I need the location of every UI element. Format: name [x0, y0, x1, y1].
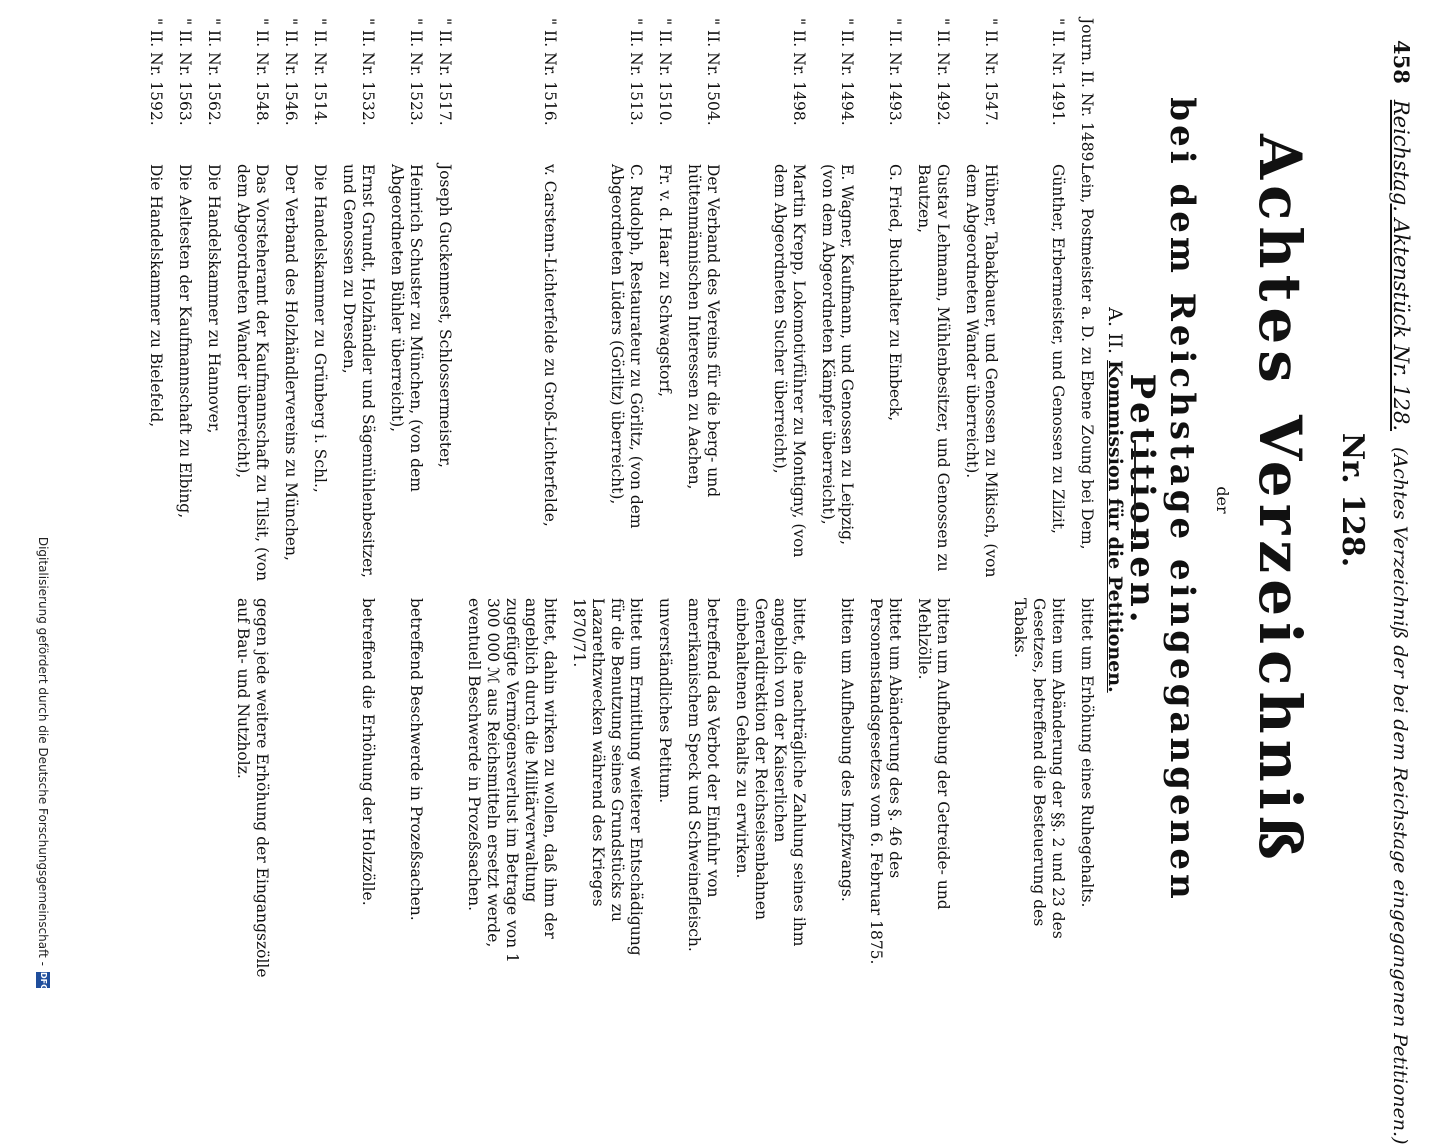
petition-reference: " II. Nr. 1491. [1049, 18, 1067, 126]
running-title-left: Reichstag. Aktenstück Nr. 128. [1389, 99, 1413, 432]
petition-entry [175, 18, 194, 978]
petition-list [136, 18, 1096, 978]
petition-reference: " II. Nr. 1516. [541, 18, 559, 126]
petition-request [175, 598, 194, 978]
petition-petitioner: E. Wagner, Kaufmann, und Genossen zu Leipzig, (von dem Abgeordneten Kämpfer überreicht), [819, 164, 856, 545]
petition-request: bitten um Abänderung der §§. 2 und 23 des Gesetzes, betreffend die Besteuerung des Tabaks. [1011, 598, 1067, 939]
petition-reference: " II. Nr. 1548. [253, 18, 271, 126]
petition-reference: " II. Nr. 1562. [205, 18, 223, 126]
petition-entry [339, 18, 377, 978]
petition-request [146, 598, 165, 978]
petition-reference: " II. Nr. 1510. [656, 18, 674, 126]
running-header [1389, 40, 1414, 1145]
petition-reference: " II. Nr. 1513. [627, 18, 645, 126]
petition-petitioner: Der Verband des Vereins für die berg- und hüttenmännischen Interessen zu Aachen, [685, 164, 722, 498]
petition-reference: " II. Nr. 1547. [982, 18, 1000, 126]
dfg-logo: DFG [36, 972, 50, 988]
petition-entry [569, 18, 645, 978]
petition-reference: " II. Nr. 1523. [407, 18, 425, 126]
petition-petitioner: Joseph Guckenmest, Schlossermeister, [436, 164, 454, 468]
petition-entry [387, 18, 425, 978]
petition-petitioner: Die Handelskammer zu Hannover, [205, 164, 223, 434]
petition-petitioner: Die Aeltesten der Kaufmannschaft zu Elbing, [176, 164, 194, 519]
petition-request [204, 598, 223, 978]
petition-request [310, 598, 329, 978]
sub-title: bei dem Reichstage eingegangenen Petitionen. [1122, 97, 1202, 903]
petition-request: betreffend Beschwerde in Prozeßsachen. [407, 598, 425, 921]
petition-request [962, 598, 1000, 978]
section-letter: A. [1104, 307, 1126, 327]
petition-entry [464, 18, 559, 978]
petition-reference: " II. Nr. 1492. [934, 18, 952, 126]
petition-petitioner: Lein, Postmeister a. D. zu Ebene Zoung bei Dem, [1078, 164, 1096, 550]
petition-reference: " II. Nr. 1494. [838, 18, 856, 126]
petition-request: bitten um Aufhebung der Getreide- und Mehlzölle. [915, 598, 952, 910]
petition-petitioner: Der Verband des Holzhändlervereins zu München, [282, 164, 300, 561]
petition-reference: " II. Nr. 1546. [282, 18, 300, 126]
petition-entry [310, 18, 329, 978]
petition-entry [204, 18, 223, 978]
petition-entry [281, 18, 300, 978]
petition-entry [866, 18, 904, 978]
petition-request: bittet, dahin wirken zu wollen, daß ihm der angeblich durch die Militärverwaltung zugefügte Vermögensverlust im Betrage von 1 300 000 ℳ aus Reichsmitteln ersetzt werde, eventuell Beschwerde in Prozeßsachen. [465, 598, 559, 963]
petition-request: betreffend die Erhöhung der Holzzölle. [359, 598, 377, 906]
petition-entry [914, 18, 952, 978]
petition-entry [732, 18, 808, 978]
petition-petitioner: Fr. v. d. Haar zu Schwagstorf, [656, 164, 674, 398]
digitization-credit [36, 12, 50, 991]
petition-reference: " II. Nr. 1493. [886, 18, 904, 126]
petition-entry [146, 18, 165, 978]
petition-entry [962, 18, 1000, 978]
petition-petitioner: Heinrich Schuster zu München, (von dem Abgeordneten Bühler überreicht), [388, 164, 425, 492]
petition-request: bittet um Erhöhung eines Ruhegehalts. [1078, 598, 1096, 908]
petition-petitioner: Das Vorsteheramt der Kaufmannschaft zu Tilsit, (von dem Abgeordneten Wander überreicht), [234, 164, 271, 582]
petition-petitioner: v. Carstenn-Lichterfelde zu Groß-Lichterfelde, [541, 164, 559, 527]
credit-text: Digitalisierung gefördert durch die Deutsche Forschungsgemeinschaft - [36, 536, 50, 966]
petition-reference: " II. Nr. 1498. [790, 18, 808, 126]
petition-entry [233, 18, 271, 978]
petition-entry [818, 18, 856, 978]
petition-request [281, 598, 300, 978]
document-number: Nr. 128. [1335, 432, 1370, 568]
petition-reference: " II. Nr. 1563. [176, 18, 194, 126]
petition-petitioner: Gustav Lehmann, Mühlenbesitzer, und Genossen zu Bautzen, [915, 164, 952, 572]
petition-reference: " II. Nr. 1514. [311, 18, 329, 126]
petition-entry [684, 18, 722, 978]
page-number: 458 [1389, 40, 1414, 84]
petition-entry [435, 18, 454, 978]
petition-request: bittet, die nachträgliche Zahlung seines ihm angeblich von der Kaiserlichen Generaldirektion der Reichseisenbahnen einbehaltenen Gehalts zu erwirken. [733, 598, 808, 947]
running-title-right: (Achtes Verzeichniß der bei dem Reichstage eingegangenen Petitionen.) [1389, 447, 1411, 1145]
petition-reference: Journ. II. Nr. 1489. [1078, 18, 1096, 167]
petition-petitioner: Die Handelskammer zu Grünberg i. Schl., [311, 164, 329, 493]
petition-petitioner: C. Rudolph, Restaurateur zu Görlitz, (von dem Abgeordneten Lüders (Görlitz) überreicht), [608, 164, 645, 529]
petition-reference: " II. Nr. 1592. [147, 18, 165, 126]
section-heading [1104, 0, 1126, 1000]
petition-request: betreffend das Verbot der Einfuhr von amerikanischem Speck und Schweinefleisch. [685, 598, 722, 952]
petition-entry [1010, 18, 1067, 978]
petition-request: bittet um Ermittlung weiterer Entschädigung für die Benutzung seines Grundstücks zu Lazarethzwecken während des Krieges 1870/71. [570, 598, 645, 956]
petition-request: gegen jede weitere Erhöhung der Eingangszölle auf Bau- und Nutzholz. [234, 598, 271, 978]
title-divider [1134, 440, 1136, 540]
petition-petitioner: Martin Krepp, Lokomotivführer zu Montigny, (von dem Abgeordneten Sucher überreicht), [771, 164, 808, 558]
petition-reference: " II. Nr. 1532. [359, 18, 377, 126]
petition-request: unverständliches Petitum. [656, 598, 674, 804]
petition-petitioner: Ernst Grundt, Holzhändler und Sägemühlenbesitzer, und Genossen zu Dresden, [340, 164, 377, 578]
petition-request [435, 598, 454, 978]
petition-reference: " II. Nr. 1504. [704, 18, 722, 126]
petition-petitioner: G. Fried, Buchhalter zu Einbeck, [886, 164, 904, 422]
section-number: II. [1104, 333, 1126, 355]
petition-entry [655, 18, 674, 978]
petition-petitioner: Günther, Erbermeister, und Genossen zu Zilzit, [1049, 164, 1067, 534]
main-title: Achtes Verzeichniß [1246, 134, 1314, 866]
petition-reference: " II. Nr. 1517. [436, 18, 454, 126]
petition-request: bittet um Abänderung des §. 46 des Personenstandsgesetzes vom 6. Februar 1875. [867, 598, 904, 965]
title-connector: der [1213, 486, 1232, 514]
petition-entry [1077, 18, 1096, 978]
petition-request: bitten um Aufhebung des Impfzwangs. [838, 598, 856, 902]
petition-petitioner: Die Handelskammer zu Bielefeld, [147, 164, 165, 428]
petition-petitioner: Hübner, Tabakbauer, und Genossen zu Mikisch, (von dem Abgeordneten Wander überreicht). [963, 164, 1000, 578]
section-label: Kommission für die Petitionen. [1104, 360, 1126, 693]
